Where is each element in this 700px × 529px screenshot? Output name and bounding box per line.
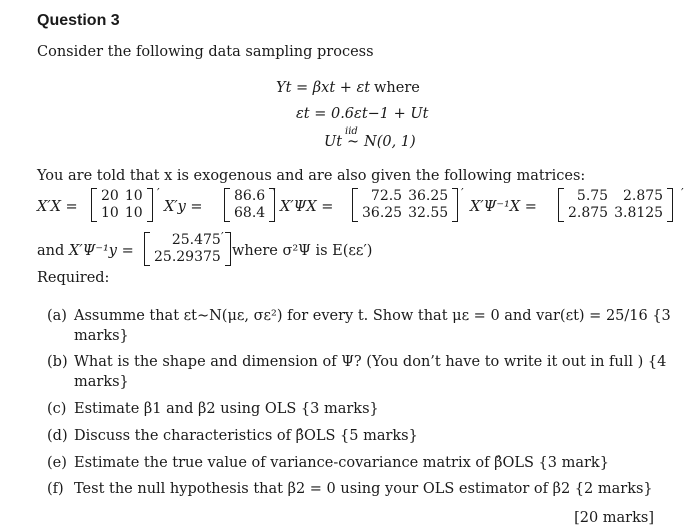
prime-mark: ′ xyxy=(273,186,276,200)
part-a-text: Assumme that εt∼N(με, σε²) for every t. Show that με = 0 and var(εt) = 25/16 {3 xyxy=(74,308,671,324)
equation-u-rhs: N(0, 1) xyxy=(364,134,416,150)
part-d-label: (d) xyxy=(47,428,68,444)
part-d-text: Discuss the characteristics of β̂OLS {5 marks} xyxy=(74,428,418,444)
part-b-label: (b) xyxy=(47,354,68,370)
context-text: You are told that x is exogenous and are also given the following matrices: xyxy=(37,168,586,184)
part-b-text: What is the shape and dimension of Ψ? (You don’t have to write it out in full ) {4 xyxy=(74,354,667,370)
matrix-row xyxy=(98,205,146,222)
matrix-row xyxy=(359,205,451,222)
part-b-cont: marks} xyxy=(74,374,129,390)
matrix-cell: 25.475 xyxy=(171,232,221,248)
matrix-cell: 10 xyxy=(124,188,143,204)
matrix-row xyxy=(151,249,224,266)
matrix-row xyxy=(359,188,451,205)
matrix-row xyxy=(231,205,268,222)
matrix-row xyxy=(151,232,224,249)
matrix-cell: 25.29375 xyxy=(154,249,221,265)
xy-label: X′y = xyxy=(164,199,203,215)
prime-mark: ′ xyxy=(221,230,224,244)
matrix-cell: 10 xyxy=(101,205,119,221)
prime-mark: ′ xyxy=(461,186,464,200)
required-label: Required: xyxy=(37,270,110,286)
matrix-cell: 20 xyxy=(101,188,119,204)
equation-epsilon: εt = 0.6εt−1 + Ut xyxy=(296,106,429,122)
intro-text: Consider the following data sampling process xyxy=(37,44,374,60)
matrix-xpsiinvy xyxy=(144,232,231,266)
matrix-cell: 3.8125 xyxy=(614,205,664,221)
matrix-cell: 10 xyxy=(124,205,143,221)
equation-where: where xyxy=(374,80,420,96)
tilde-symbol: ~ xyxy=(347,134,360,150)
matrix-xpsiinvx xyxy=(558,188,673,222)
matrix-row xyxy=(565,205,666,222)
matrix-cell: 72.5 xyxy=(370,188,403,204)
and-label: and xyxy=(37,243,65,259)
xpsiinvx-label: X′Ψ⁻¹X = xyxy=(470,199,537,215)
part-a-cont: marks} xyxy=(74,328,129,344)
matrix-cell: 86.6 xyxy=(234,188,266,204)
part-c-label: (c) xyxy=(47,401,67,417)
matrix-cell: 2.875 xyxy=(568,205,609,221)
part-c-text: Estimate β1 and β2 using OLS {3 marks} xyxy=(74,401,379,417)
matrix-row xyxy=(231,188,268,205)
matrix-cell: 2.875 xyxy=(623,188,664,204)
matrix-xx xyxy=(91,188,153,222)
question-heading: Question 3 xyxy=(37,12,120,29)
xpsix-label: X′ΨX = xyxy=(280,199,334,215)
matrix-cell: 36.25 xyxy=(408,188,449,204)
equation-u-lhs: Ut xyxy=(324,134,343,150)
part-f-label: (f) xyxy=(47,481,64,497)
total-marks: [20 marks] xyxy=(574,510,654,526)
matrix-row xyxy=(565,188,666,205)
iid-label: iid xyxy=(345,126,358,137)
part-e-label: (e) xyxy=(47,455,67,471)
part-a-label: (a) xyxy=(47,308,67,324)
part-e-text: Estimate the true value of variance-covariance matrix of β̂OLS {3 mark} xyxy=(74,455,609,471)
matrix-cell: 32.55 xyxy=(408,205,449,221)
part-f-text: Test the null hypothesis that β2 = 0 using your OLS estimator of β2 {2 marks} xyxy=(74,481,653,497)
where-text: where σ²Ψ is E(εε′) xyxy=(232,243,373,259)
prime-mark: ′ xyxy=(681,186,684,200)
matrix-row xyxy=(98,188,146,205)
xpsiinvy-label: X′Ψ⁻¹y = xyxy=(69,243,134,259)
matrix-cell: 36.25 xyxy=(362,205,403,221)
equation-y: Yt = βxt + εt xyxy=(276,80,371,96)
matrix-cell: 68.4 xyxy=(234,205,266,221)
prime-mark: ′ xyxy=(157,186,160,200)
matrix-xpsix xyxy=(352,188,458,222)
matrix-cell: 5.75 xyxy=(576,188,609,204)
xx-label: X′X = xyxy=(37,199,78,215)
matrix-xy xyxy=(224,188,275,222)
